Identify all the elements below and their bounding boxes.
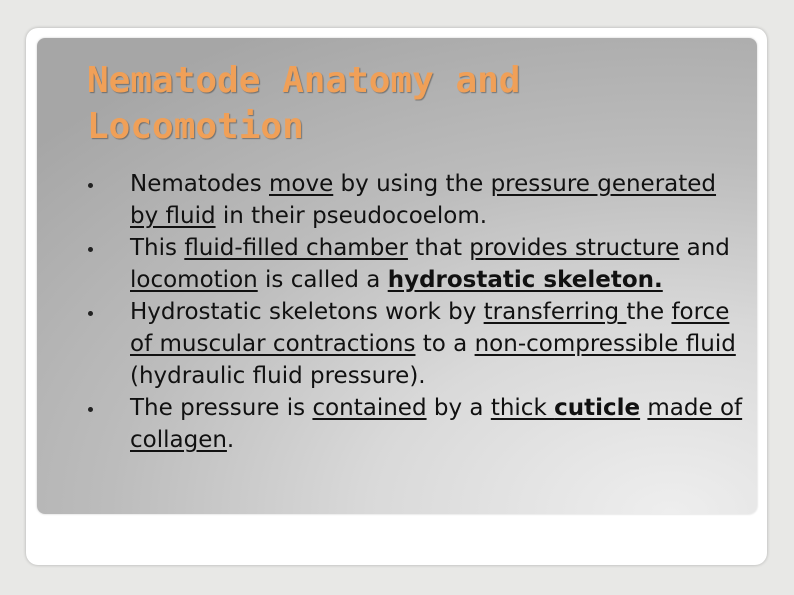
bullet-segment: force of muscular contractions [130,299,730,357]
bullet-segment: the [626,299,672,325]
bullet-item [88,392,748,456]
bullet-dot-icon [88,247,93,252]
bullet-segment: fluid-filled chamber [184,235,408,261]
bullet-segment: Nematodes [130,171,269,197]
bullet-item [88,232,748,296]
bullet-dot-icon [88,311,93,316]
bullet-segment: . [226,427,235,453]
bullet-item [88,168,748,232]
bullet-segment: contained [312,395,427,421]
bullet-segment: by using the [333,171,491,197]
bullet-segment: hydrostatic skeleton. [387,267,663,293]
bullet-segment: This [130,235,185,261]
bullet-segment: by a [426,395,491,421]
slide-title: Nematode Anatomy and Locomotion [87,60,521,147]
bullet-segment: cuticle [554,395,641,421]
bullet-list [88,168,748,456]
bullet-segment: and [679,235,730,261]
bullet-segment: is called a [257,267,388,293]
bullet-segment: locomotion [130,267,258,293]
bullet-segment: The pressure is [130,395,313,421]
bullet-segment: that [407,235,470,261]
bullet-segment: in their pseudocoelom. [215,203,488,229]
bullet-dot-icon [88,183,93,188]
bullet-dot-icon [88,407,93,412]
bullet-segment: move [269,171,334,197]
bullet-segment: made of collagen [130,395,743,453]
bullet-segment: thick [490,395,555,421]
bullet-item [88,296,748,392]
bullet-segment: pressure generated by fluid [130,171,717,229]
bullet-segment: (hydraulic fluid pressure). [130,363,426,389]
bullet-segment: to a [415,331,475,357]
bullet-segment: provides structure [469,235,680,261]
bullet-segment: Hydrostatic skeletons work by [130,299,484,325]
bullet-segment: transferring [483,299,627,325]
bullet-segment: non-compressible fluid [474,331,736,357]
